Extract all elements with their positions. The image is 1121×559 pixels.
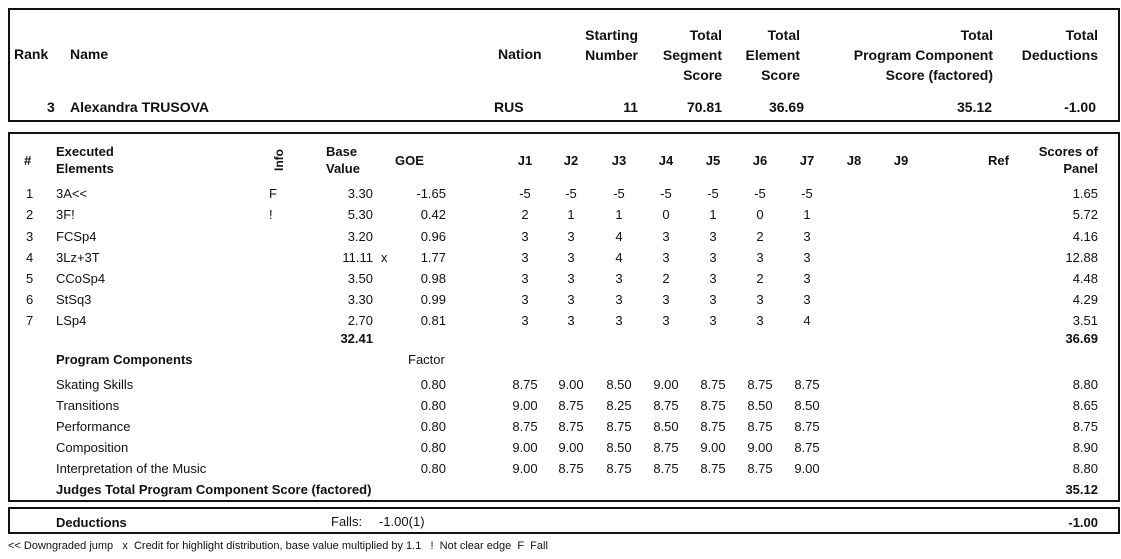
header-name-label: Name	[70, 46, 109, 62]
element-goe: 0.99	[420, 292, 446, 307]
element-judge-score: 4	[803, 313, 811, 328]
header-nation-label: Nation	[498, 46, 542, 62]
component-judge-score: 8.75	[558, 461, 584, 476]
element-panel-score: 5.72	[1072, 207, 1098, 222]
component-judge-score: 8.50	[606, 377, 632, 392]
deductions-total: -1.00	[1068, 515, 1098, 530]
component-judge-score: 8.75	[794, 419, 820, 434]
element-code: LSp4	[56, 313, 87, 328]
skater-rank: 3	[47, 99, 55, 115]
judge-header-3: J3	[611, 153, 627, 168]
element-judge-score: 3	[615, 271, 623, 286]
component-judge-score: 8.75	[747, 377, 773, 392]
header-tss-line2: Segment	[662, 47, 722, 63]
component-panel-score: 8.65	[1072, 398, 1098, 413]
component-judge-score: 8.75	[794, 377, 820, 392]
element-code: FCSp4	[56, 229, 97, 244]
element-row-num: 4	[26, 250, 34, 265]
judge-header-1: J1	[517, 153, 533, 168]
elements-name-header-line2: Elements	[56, 161, 114, 176]
header-rank-label: Rank	[14, 46, 49, 62]
element-row-num: 2	[26, 207, 34, 222]
header-tes-line2: Element	[745, 47, 800, 63]
element-info: F	[269, 186, 277, 201]
elements-ref-header: Ref	[988, 153, 1009, 168]
header-starting-line2: Number	[585, 47, 638, 63]
element-base-value: 3.30	[347, 292, 373, 307]
deductions-falls-label: Falls:	[331, 514, 363, 529]
header-ded-line1: Total	[1065, 27, 1098, 43]
component-judge-score: 8.75	[606, 419, 632, 434]
element-judge-score: 3	[709, 250, 717, 265]
element-judge-score: 4	[615, 229, 623, 244]
element-judge-score: 3	[662, 313, 670, 328]
components-total-label: Judges Total Program Component Score (factored)	[56, 482, 372, 497]
element-judge-score: 3	[662, 250, 670, 265]
element-goe: 0.96	[420, 229, 446, 244]
component-judge-score: 8.75	[700, 398, 726, 413]
element-judge-score: 0	[662, 207, 670, 222]
component-factor: 0.80	[420, 461, 446, 476]
element-panel-score: 4.16	[1072, 229, 1098, 244]
element-judge-score: -5	[660, 186, 672, 201]
element-judge-score: 2	[662, 271, 670, 286]
component-judge-score: 8.75	[558, 398, 584, 413]
element-judge-score: -5	[801, 186, 813, 201]
component-panel-score: 8.80	[1072, 461, 1098, 476]
element-judge-score: 3	[521, 292, 529, 307]
component-judge-score: 8.75	[747, 419, 773, 434]
component-panel-score: 8.75	[1072, 419, 1098, 434]
element-judge-score: 2	[521, 207, 529, 222]
elements-panel-total: 36.69	[1065, 331, 1098, 346]
element-credit-x: x	[381, 250, 388, 265]
element-judge-score: 3	[803, 229, 811, 244]
element-goe: 0.42	[420, 207, 446, 222]
element-judge-score: 0	[756, 207, 764, 222]
element-judge-score: 3	[615, 313, 623, 328]
component-judge-score: 8.50	[794, 398, 820, 413]
header-total-element-score-label	[720, 25, 800, 85]
element-panel-score: 4.29	[1072, 292, 1098, 307]
element-judge-score: 3	[756, 250, 764, 265]
component-judge-score: 8.75	[747, 461, 773, 476]
element-judge-score: 3	[756, 292, 764, 307]
element-judge-score: 3	[709, 271, 717, 286]
deductions-box	[8, 507, 1120, 534]
element-judge-score: 1	[615, 207, 623, 222]
skater-total-pcs: 35.12	[956, 99, 992, 115]
element-info: !	[269, 207, 273, 222]
element-judge-score: 3	[803, 292, 811, 307]
elements-panel-header	[1010, 143, 1098, 177]
component-factor: 0.80	[420, 398, 446, 413]
judge-header-6: J6	[752, 153, 768, 168]
component-judge-score: 9.00	[558, 377, 584, 392]
component-judge-score: 8.75	[653, 440, 679, 455]
element-judge-score: 3	[567, 271, 575, 286]
header-pcs-line3: Score (factored)	[885, 67, 993, 83]
element-row-num: 3	[26, 229, 34, 244]
elements-info-header: Info	[272, 149, 286, 171]
component-judge-score: 8.75	[512, 377, 538, 392]
components-title: Program Components	[56, 352, 193, 367]
element-judge-score: -5	[707, 186, 719, 201]
header-tss-line1: Total	[689, 27, 722, 43]
component-panel-score: 8.90	[1072, 440, 1098, 455]
component-name: Transitions	[56, 398, 120, 413]
element-judge-score: 3	[709, 313, 717, 328]
element-code: StSq3	[56, 292, 92, 307]
component-judge-score: 8.75	[700, 461, 726, 476]
component-factor: 0.80	[420, 440, 446, 455]
element-judge-score: 4	[615, 250, 623, 265]
element-judge-score: 3	[521, 250, 529, 265]
element-goe: -1.65	[416, 186, 446, 201]
element-judge-score: -5	[754, 186, 766, 201]
element-base-value: 3.30	[347, 186, 373, 201]
component-judge-score: 9.00	[558, 440, 584, 455]
element-judge-score: 3	[521, 271, 529, 286]
header-pcs-line1: Total	[960, 27, 993, 43]
component-judge-score: 8.50	[653, 419, 679, 434]
element-goe: 0.81	[420, 313, 446, 328]
component-judge-score: 9.00	[512, 398, 538, 413]
element-judge-score: 3	[662, 292, 670, 307]
element-judge-score: -5	[519, 186, 531, 201]
skater-starting-number: 11	[623, 99, 638, 115]
component-name: Interpretation of the Music	[56, 461, 207, 476]
elements-goe-header: GOE	[395, 153, 424, 168]
element-judge-score: 3	[803, 250, 811, 265]
skater-total-segment-score: 70.81	[686, 99, 722, 115]
element-panel-score: 4.48	[1072, 271, 1098, 286]
element-judge-score: 3	[521, 313, 529, 328]
elements-name-header-line1: Executed	[56, 144, 114, 159]
judge-header-7: J7	[799, 153, 815, 168]
header-starting-line1: Starting	[585, 27, 638, 43]
components-total-value: 35.12	[1065, 482, 1098, 497]
component-judge-score: 8.50	[606, 440, 632, 455]
element-judge-score: 1	[567, 207, 575, 222]
header-starting-number-label	[560, 25, 638, 65]
legend-text: << Downgraded jump x Credit for highlight distribution, base value multiplied by 1.1 ! Not clear edge F Fall	[8, 540, 548, 552]
component-judge-score: 8.75	[794, 440, 820, 455]
element-judge-score: 3	[709, 229, 717, 244]
element-judge-score: 2	[756, 271, 764, 286]
element-code: CCoSp4	[56, 271, 106, 286]
header-tes-line3: Score	[761, 67, 800, 83]
skater-name: Alexandra TRUSOVA	[70, 99, 209, 115]
element-judge-score: 3	[709, 292, 717, 307]
element-row-num: 1	[26, 186, 34, 201]
component-name: Composition	[56, 440, 129, 455]
base-value-total: 32.41	[340, 331, 373, 346]
element-base-value: 11.11	[342, 250, 373, 265]
header-tss-line3: Score	[683, 67, 722, 83]
element-judge-score: 3	[567, 229, 575, 244]
component-judge-score: 9.00	[794, 461, 820, 476]
component-judge-score: 9.00	[700, 440, 726, 455]
elements-panel-header-line1: Scores of	[1038, 144, 1098, 159]
element-judge-score: 1	[709, 207, 717, 222]
component-judge-score: 8.75	[558, 419, 584, 434]
element-goe: 0.98	[420, 271, 446, 286]
element-judge-score: 3	[615, 292, 623, 307]
element-code: 3A<<	[56, 186, 88, 201]
elements-name-header	[56, 143, 114, 177]
header-tes-line1: Total	[767, 27, 800, 43]
component-judge-score: 8.50	[747, 398, 773, 413]
element-code: 3Lz+3T	[56, 250, 100, 265]
component-panel-score: 8.80	[1072, 377, 1098, 392]
elements-base-header	[326, 143, 360, 177]
elements-panel-header-line2: Panel	[1063, 161, 1098, 176]
element-row-num: 5	[26, 271, 34, 286]
element-judge-score: -5	[613, 186, 625, 201]
element-goe: 1.77	[420, 250, 446, 265]
element-judge-score: 3	[756, 313, 764, 328]
component-judge-score: 8.75	[700, 419, 726, 434]
component-factor: 0.80	[420, 419, 446, 434]
element-judge-score: 3	[567, 250, 575, 265]
skater-total-deductions: -1.00	[1064, 99, 1096, 115]
component-judge-score: 9.00	[512, 461, 538, 476]
judge-header-9: J9	[893, 153, 909, 168]
element-judge-score: -5	[565, 186, 577, 201]
element-panel-score: 1.65	[1072, 186, 1098, 201]
header-pcs-line2: Program Component	[853, 47, 993, 63]
judge-header-2: J2	[563, 153, 579, 168]
deductions-falls-value: -1.00(1)	[379, 514, 425, 529]
element-row-num: 6	[26, 292, 34, 307]
judge-header-5: J5	[705, 153, 721, 168]
element-base-value: 3.20	[347, 229, 373, 244]
component-judge-score: 9.00	[653, 377, 679, 392]
header-total-segment-score-label	[644, 25, 722, 85]
element-judge-score: 3	[803, 271, 811, 286]
elements-base-header-line2: Value	[326, 161, 360, 176]
components-factor-label: Factor	[408, 352, 445, 367]
header-total-deductions-label	[1000, 25, 1098, 65]
element-judge-score: 3	[662, 229, 670, 244]
elements-base-header-line1: Base	[326, 144, 358, 159]
component-judge-score: 8.75	[700, 377, 726, 392]
component-judge-score: 8.75	[606, 461, 632, 476]
skater-total-element-score: 36.69	[768, 99, 804, 115]
element-base-value: 3.50	[347, 271, 373, 286]
element-judge-score: 2	[756, 229, 764, 244]
element-judge-score: 1	[803, 207, 811, 222]
deductions-label: Deductions	[56, 515, 127, 530]
component-name: Skating Skills	[56, 377, 134, 392]
component-judge-score: 8.75	[653, 398, 679, 413]
element-base-value: 5.30	[347, 207, 373, 222]
element-judge-score: 3	[521, 229, 529, 244]
elements-num-header: #	[24, 153, 32, 168]
header-total-pcs-label	[820, 25, 993, 85]
element-code: 3F!	[56, 207, 75, 222]
component-judge-score: 8.75	[653, 461, 679, 476]
element-judge-score: 3	[567, 313, 575, 328]
component-judge-score: 9.00	[512, 440, 538, 455]
judge-header-8: J8	[846, 153, 862, 168]
element-row-num: 7	[26, 313, 34, 328]
component-judge-score: 8.75	[512, 419, 538, 434]
component-factor: 0.80	[420, 377, 446, 392]
component-name: Performance	[56, 419, 131, 434]
element-judge-score: 3	[567, 292, 575, 307]
element-panel-score: 12.88	[1065, 250, 1098, 265]
judge-header-4: J4	[658, 153, 674, 168]
element-base-value: 2.70	[347, 313, 373, 328]
component-judge-score: 9.00	[747, 440, 773, 455]
header-ded-line2: Deductions	[1021, 47, 1098, 63]
element-panel-score: 3.51	[1072, 313, 1098, 328]
skater-nation: RUS	[494, 99, 524, 115]
component-judge-score: 8.25	[606, 398, 632, 413]
